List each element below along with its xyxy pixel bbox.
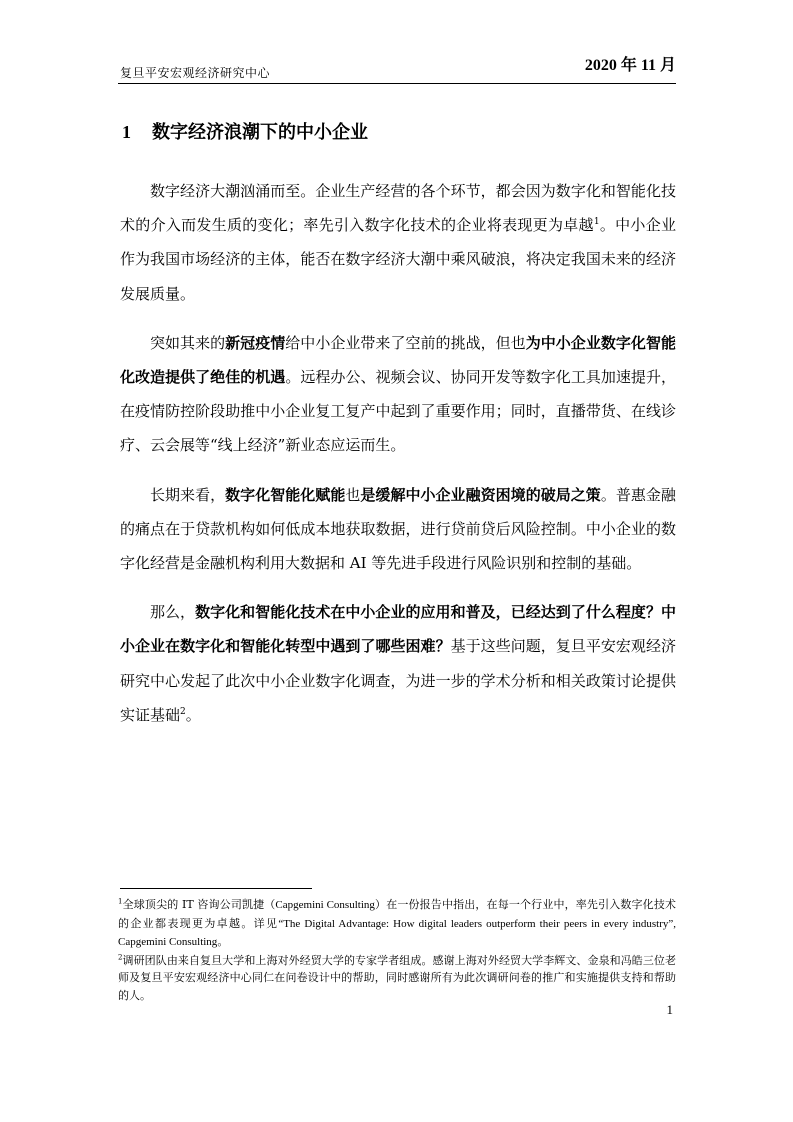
footnote-text: 全球顶尖的 IT 咨询公司凯捷（	[122, 898, 276, 911]
header-date: 2020 年 11 月	[584, 57, 676, 74]
paragraph-text: 。普惠金融的痛点在于贷款机构如何低成本地获取数据，进行贷前贷后风险控制。中小企业的数字化经营是金融机构利用大数据和 AI 等先进手段进行风险识别和控制的基础。	[120, 485, 676, 573]
bold-phrase: 数字化和智能化技术在中小企业的应用和普及，已经达到了什么程度？中小企业在数字化和智能化转型中遇到了哪些困难？	[120, 603, 676, 656]
paragraph-text: 。远程办公、视频会议、协同开发等数字化工具加速提升，在疫情防控阶段助推中小企业复工复产中起到了重要作用；同时，直播带货、在线诊疗、云会展等“线上经济”新业态应运而生。	[120, 368, 676, 455]
section-number: 1	[122, 122, 131, 142]
footnote-text: 调研团队由来自复旦大学和上海对外经贸大学的专家学者组成。感谢上海对外经贸大学李辉文、金泉和冯皓三位老师及复旦平安宏观经济中心同仁在问卷设计中的帮助，同时感谢所有为此次调研问卷的推广和实施提供支持和帮助的人。	[118, 953, 676, 1002]
paragraph-text: 突如其来的	[150, 333, 226, 352]
header-rule	[118, 83, 676, 84]
paragraph-text: 也	[345, 485, 361, 504]
footnote-citation: “The Digital Advantage: How digital leaders outperform their peers in every industry”, Capgemini Consulting	[118, 917, 677, 948]
paragraph-text: 那么，	[150, 603, 196, 622]
bold-phrase: 为中小企业数字化智能化改造提供了绝佳的机遇	[120, 333, 676, 387]
paragraph-text: 。	[185, 705, 201, 724]
footnote-2	[118, 952, 676, 1005]
bold-phrase: 是缓解中小企业融资困境的破局之策	[360, 485, 601, 504]
paragraph-1	[120, 174, 676, 311]
paragraph-text: 。中小企业作为我国市场经济的主体，能否在数字经济大潮中乘风破浪，将决定我国未来的经济发展质量。	[120, 216, 676, 303]
bold-phrase: 数字化智能化赋能	[225, 485, 346, 504]
section-title-text: 数字经济浪潮下的中小企业	[152, 122, 368, 143]
footnote-number: 2	[118, 952, 123, 961]
page-number: 1	[666, 1002, 673, 1017]
paragraph-text: 基于这些问题，复旦平安宏观经济研究中心发起了此次中小企业数字化调查，为进一步的学术分析和相关政策讨论提供实证基础	[120, 637, 676, 724]
paragraph-text: 数字经济大潮汹涌而至。企业生产经营的各个环节，都会因为数字化和智能化技术的介入而发生质的变化；率先引入数字化技术的企业将表现更为卓越	[120, 182, 676, 235]
paragraph-text: 长期来看，	[150, 485, 226, 504]
section-title	[122, 118, 368, 144]
body-text	[120, 174, 676, 747]
paragraph-4	[120, 595, 676, 732]
footnote-text: Capgemini Consulting	[275, 899, 375, 911]
footnote-number: 1	[118, 897, 123, 906]
footnote-rule	[120, 888, 312, 889]
footnote-1	[118, 896, 676, 952]
paragraph-3	[120, 478, 676, 581]
bold-phrase: 新冠疫情	[225, 333, 286, 352]
footnotes	[118, 896, 676, 1004]
footnote-text: 。	[217, 935, 229, 948]
header-organization: 复旦平安宏观经济研究中心	[120, 66, 271, 80]
footnote-text: ）在一份报告中指出，在每一个行业中，率先引入数字化技术的企业都表现更为卓越。详见	[118, 898, 676, 930]
paragraph-text: 给中小企业带来了空前的挑战，但也	[285, 333, 526, 352]
paragraph-2	[120, 326, 676, 463]
footnote-ref-1[interactable]: 1	[593, 217, 600, 228]
footnote-ref-2[interactable]: 2	[180, 706, 186, 717]
